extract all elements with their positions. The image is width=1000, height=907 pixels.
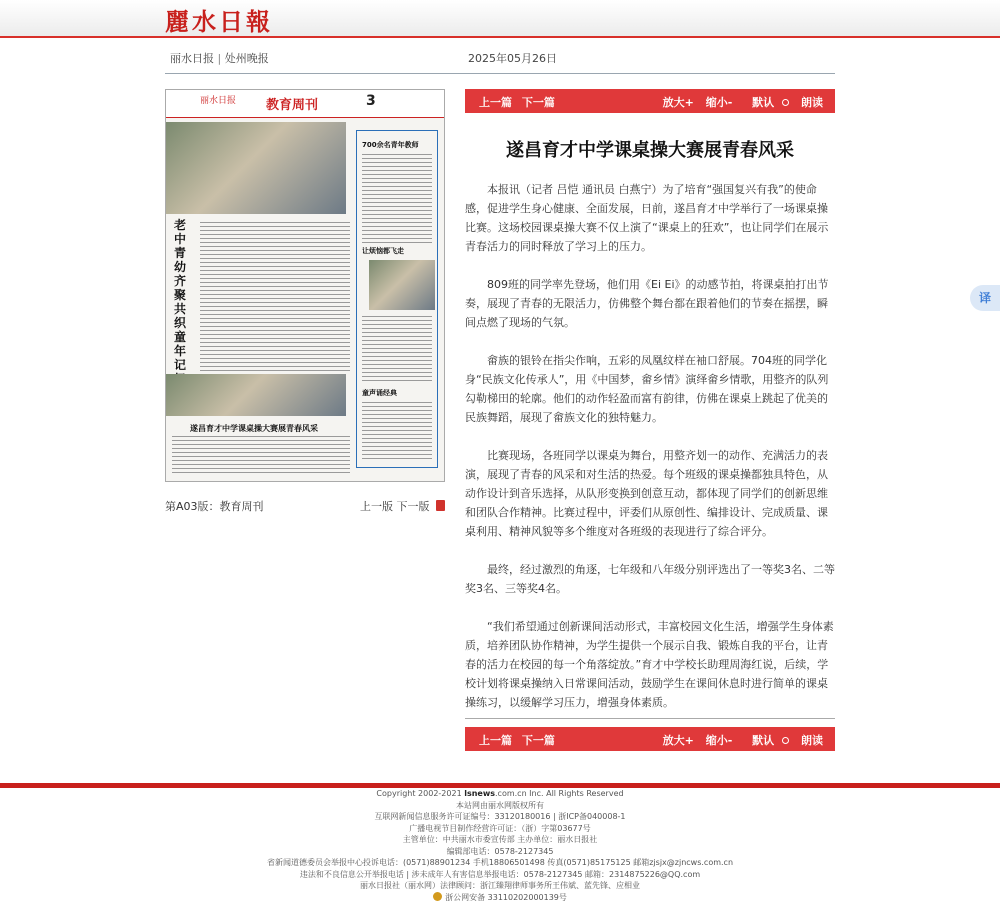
article-paragraph: 本报讯（记者 吕恺 通讯员 白燕宁）为了培育“强国复兴有我”的使命感，促进学生身心健康、全面发展，日前，遂昌育才中学举行了一场课桌操比赛。这场校园课桌操大赛不仅上演了“课桌上的狂欢”，也让同学们在展示青春活力的同时释放了学习上的压力。: [465, 183, 829, 253]
zoom-out-button[interactable]: 缩小-: [705, 96, 733, 109]
pdf-icon[interactable]: [436, 500, 445, 511]
footer-line: 丽水日报社（丽水网）法律顾问：浙江臻翔律师事务所王伟斌、蓝先锋、应相业: [360, 881, 640, 890]
issue-date: 2025年05月26日: [468, 52, 557, 65]
page-thumbnail[interactable]: [165, 89, 445, 482]
next-article-button[interactable]: 下一篇: [521, 96, 555, 109]
article-body: [465, 180, 835, 731]
prev-page-link[interactable]: 上一版: [360, 500, 393, 513]
copyright-site[interactable]: lsnews: [464, 789, 495, 798]
thumbnail-section-title: 教育周刊: [266, 98, 319, 113]
footer-line: 省新闻道德委员会举报中心投诉电话：(0571)88901234 手机18806501498 传真(0571)85175125 邮箱zjsjx@zjncws.com.cn: [266, 858, 734, 867]
site-footer: [0, 788, 1000, 903]
article-title: 遂昌育才中学课桌操大赛展青春风采: [506, 140, 794, 161]
thumbnail-text-block: [362, 154, 432, 244]
thumbnail-logo: 丽水日报: [200, 96, 237, 106]
article-paragraph: “我们希望通过创新课间活动形式，丰富校园文化生活，增强学生身体素质，培养团队协作精神，为学生提供一个展示自我、锻炼自我的平台，让青春的活力在校园的每一个角落绽放。”育才中学校长助理周海红说，后续，学校计划将课桌操纳入日常课间活动，鼓励学生在课间休息时进行简单的课桌操练习，以缓解学习压力，增强身体素质。: [465, 620, 834, 709]
page-info: [165, 498, 445, 514]
thumbnail-side-headline[interactable]: 童声诵经典: [362, 389, 397, 397]
footer-line: 本站网由丽水网版权所有: [456, 800, 544, 810]
prev-article-button[interactable]: 上一篇: [479, 96, 512, 109]
footer-line: 违法和不良信息公开举报电话 | 涉未成年人有害信息举报电话：0578-2127345 邮箱：2314875226@QQ.com: [299, 869, 701, 879]
site-logo[interactable]: 麗水日報: [165, 7, 273, 36]
default-size-button[interactable]: [744, 734, 789, 747]
thumbnail-photo: [166, 374, 346, 416]
translate-button[interactable]: 译: [970, 285, 1000, 311]
thumbnail-text-block: [362, 402, 432, 462]
zoom-in-button[interactable]: 放大+: [662, 96, 694, 109]
footer-line: 编辑部电话：0578-2127345: [446, 846, 554, 856]
link-chuzhou-evening[interactable]: 处州晚报: [224, 52, 269, 65]
footer-line: 互联网新闻信息服务许可证编号：33120180016 | 浙ICP备040008-1: [374, 812, 626, 821]
thumbnail-text-block: [200, 222, 350, 372]
default-size-label: 默认: [752, 734, 775, 747]
link-lishui-daily[interactable]: 丽水日报: [170, 52, 214, 65]
next-page-link[interactable]: 下一版: [396, 500, 430, 513]
thumbnail-text-block: [362, 316, 432, 384]
sub-header: [165, 48, 835, 74]
article-paragraph: 809班的同学率先登场，他们用《Ei Ei》的动感节拍，将课桌拍打出节奏，展现了青春的无限活力，仿佛整个舞台都在跟着他们的节奏在摇摆，瞬间点燃了现场的气氛。: [465, 278, 829, 329]
thumbnail-photo: [166, 122, 346, 214]
default-size-button[interactable]: [744, 96, 789, 109]
thumbnail-page-number: 3: [366, 93, 376, 109]
thumbnail-photo: [369, 260, 435, 310]
copyright-line: Copyright 2002-2021 lsnews.com.cn Inc. All Rights Reserved: [376, 789, 624, 798]
article-paragraph: 最终，经过激烈的角逐，七年级和八年级分别评选出了一等奖3名、二等奖3名、三等奖4名。: [465, 563, 835, 595]
article-paragraph: 比赛现场，各班同学以课桌为舞台，用整齐划一的动作、充满活力的表演，展现了青春的风采和对生活的热爱。每个班级的课桌操都独具特色，从动作设计到音乐选择，从队形变换到创意互动，都体现了同学们的创新思维和团队合作精神。比赛过程中，评委们从原创性、编排设计、完成质量、课桌利用、精神风貌等多个维度对各班级的表现进行了综合评分。: [465, 449, 828, 538]
radio-dot-icon: [782, 99, 789, 106]
top-banner: [0, 0, 1000, 38]
site-links: [170, 50, 269, 66]
article-toolbar-bottom: [465, 727, 835, 751]
read-aloud-button[interactable]: 朗读: [801, 96, 823, 109]
link-separator: |: [217, 52, 222, 65]
article-toolbar-top: [465, 89, 835, 113]
zoom-out-button[interactable]: 缩小-: [705, 734, 733, 747]
thumbnail-bottom-headline[interactable]: 遂昌育才中学课桌操大赛展青春风采: [190, 424, 318, 433]
thumbnail-side-headline[interactable]: 让烦恼都飞走: [362, 247, 404, 255]
thumbnail-side-headline[interactable]: 700余名青年教师: [362, 141, 419, 149]
thumbnail-text-block: [172, 436, 350, 476]
prev-article-button[interactable]: 上一篇: [479, 734, 512, 747]
footer-line: 广播电视节目制作经营许可证：（浙）字第03677号: [409, 823, 591, 833]
read-aloud-button[interactable]: 朗读: [801, 734, 823, 747]
thumbnail-vertical-headline[interactable]: 老中青幼齐聚 共织童年记: [174, 218, 187, 372]
article-paragraph: 畲族的银铃在指尖作响，五彩的凤凰纹样在袖口舒展。704班的同学化身“民族文化传承人”，用《中国梦，畲乡情》演绎畲乡情歌，用整齐的队列勾勒梯田的轮廓。他们的动作轻盈而富有韵律，仿佛在课桌上跳起了优美的民族舞蹈，展现了畲族文化的独特魅力。: [465, 354, 829, 424]
zoom-in-button[interactable]: 放大+: [662, 734, 694, 747]
radio-dot-icon: [782, 737, 789, 744]
next-article-button[interactable]: 下一篇: [521, 734, 555, 747]
edition-label[interactable]: 第A03版：教育周刊: [165, 500, 264, 513]
police-badge-icon: [433, 892, 442, 901]
article-divider: [465, 718, 835, 719]
default-size-label: 默认: [752, 96, 775, 109]
police-record[interactable]: 浙公网安备 33110202000139号: [0, 892, 1000, 904]
thumbnail-masthead: [166, 90, 445, 118]
footer-line: 主管单位：中共丽水市委宣传部 主办单位：丽水日报社: [402, 835, 598, 844]
